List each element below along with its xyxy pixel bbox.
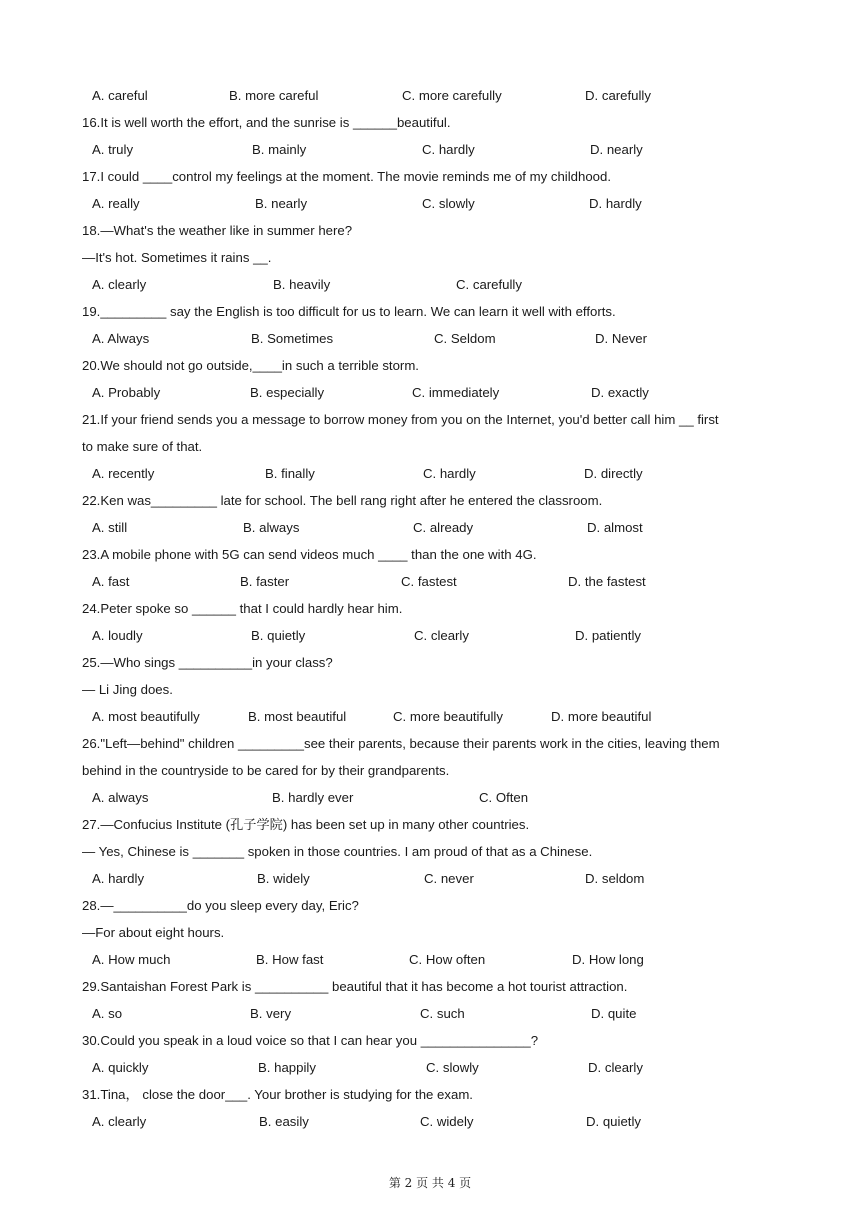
answer-option: D. seldom xyxy=(585,871,645,886)
answer-option: C. fastest xyxy=(401,574,457,589)
question-line: 19._________ say the English is too difficult for us to learn. We can learn it well with efforts. xyxy=(82,304,616,319)
question-line: 16.It is well worth the effort, and the sunrise is ______beautiful. xyxy=(82,115,451,130)
answer-options xyxy=(0,465,860,483)
answer-option: B. nearly xyxy=(255,196,308,211)
answer-option: C. never xyxy=(424,871,474,886)
answer-option: A. clearly xyxy=(92,277,147,292)
answer-option: B. easily xyxy=(259,1114,309,1129)
question-line: 31.Tina， close the door___. Your brother is studying for the exam. xyxy=(82,1087,473,1102)
answer-option: B. How fast xyxy=(256,952,324,967)
answer-option: B. finally xyxy=(265,466,315,481)
answer-option: A. fast xyxy=(92,574,130,589)
answer-option: A. really xyxy=(92,196,140,211)
answer-options xyxy=(0,951,860,969)
answer-option: D. more beautiful xyxy=(551,709,652,724)
answer-option: A. quickly xyxy=(92,1060,149,1075)
answer-options xyxy=(0,870,860,888)
answer-option: C. carefully xyxy=(456,277,522,292)
answer-option: D. carefully xyxy=(585,88,651,103)
answer-options xyxy=(0,1059,860,1077)
answer-option: C. already xyxy=(413,520,474,535)
answer-option: A. always xyxy=(92,790,149,805)
answer-option: D. How long xyxy=(572,952,644,967)
answer-option: B. very xyxy=(250,1006,292,1021)
answer-options xyxy=(0,1005,860,1023)
answer-options xyxy=(0,1113,860,1131)
question-line: — Li Jing does. xyxy=(82,682,173,697)
question-line: —For about eight hours. xyxy=(82,925,225,940)
answer-option: A. How much xyxy=(92,952,171,967)
answer-option: C. more beautifully xyxy=(393,709,503,724)
answer-option: C. slowly xyxy=(422,196,475,211)
answer-options xyxy=(0,789,860,807)
answer-option: A. clearly xyxy=(92,1114,147,1129)
question-line: 24.Peter spoke so ______ that I could hardly hear him. xyxy=(82,601,403,616)
answer-options xyxy=(0,87,860,105)
answer-options xyxy=(0,384,860,402)
question-line: — Yes, Chinese is _______ spoken in those countries. I am proud of that as a Chinese. xyxy=(82,844,593,859)
answer-option: D. clearly xyxy=(588,1060,643,1075)
question-line: 30.Could you speak in a loud voice so that I can hear you _______________? xyxy=(82,1033,539,1048)
answer-option: B. hardly ever xyxy=(272,790,354,805)
answer-option: B. most beautiful xyxy=(248,709,347,724)
answer-options xyxy=(0,708,860,726)
answer-option: D. nearly xyxy=(590,142,643,157)
question-line: 18.—What's the weather like in summer here? xyxy=(82,223,353,238)
question-line: 25.—Who sings __________in your class? xyxy=(82,655,333,670)
answer-options xyxy=(0,195,860,213)
answer-option: A. still xyxy=(92,520,128,535)
answer-option: C. clearly xyxy=(414,628,469,643)
answer-option: D. hardly xyxy=(589,196,642,211)
answer-option: C. hardly xyxy=(423,466,476,481)
question-line: 29.Santaishan Forest Park is __________ beautiful that it has become a hot tourist attraction. xyxy=(82,979,628,994)
answer-options xyxy=(0,519,860,537)
answer-options xyxy=(0,627,860,645)
answer-option: D. Never xyxy=(595,331,648,346)
answer-option: B. always xyxy=(243,520,300,535)
answer-option: D. quietly xyxy=(586,1114,641,1129)
answer-option: C. more carefully xyxy=(402,88,502,103)
answer-option: B. heavily xyxy=(273,277,331,292)
answer-option: A. hardly xyxy=(92,871,145,886)
answer-option: A. most beautifully xyxy=(92,709,200,724)
answer-option: A. careful xyxy=(92,88,148,103)
answer-option: C. hardly xyxy=(422,142,475,157)
question-line: 28.—__________do you sleep every day, Eric? xyxy=(82,898,359,913)
answer-option: D. patiently xyxy=(575,628,641,643)
answer-option: B. widely xyxy=(257,871,310,886)
answer-option: C. widely xyxy=(420,1114,474,1129)
answer-option: C. Seldom xyxy=(434,331,496,346)
answer-option: B. especially xyxy=(250,385,325,400)
answer-options xyxy=(0,276,860,294)
answer-option: D. directly xyxy=(584,466,643,481)
answer-option: C. How often xyxy=(409,952,486,967)
answer-option: C. Often xyxy=(479,790,529,805)
question-line: 21.If your friend sends you a message to borrow money from you on the Internet, you'd better call him __ first xyxy=(82,412,719,427)
question-line: behind in the countryside to be cared for by their grandparents. xyxy=(82,763,450,778)
answer-option: D. almost xyxy=(587,520,643,535)
answer-option: C. slowly xyxy=(426,1060,479,1075)
answer-options xyxy=(0,330,860,348)
answer-option: B. mainly xyxy=(252,142,307,157)
answer-option: A. Always xyxy=(92,331,150,346)
answer-option: A. so xyxy=(92,1006,123,1021)
question-line: 26."Left—behind" children _________see their parents, because their parents work in the cities, leaving them xyxy=(82,736,720,751)
answer-option: A. truly xyxy=(92,142,134,157)
answer-option: D. exactly xyxy=(591,385,649,400)
question-line: 27.—Confucius Institute (孔子学院) has been set up in many other countries. xyxy=(82,817,530,832)
question-line: 22.Ken was_________ late for school. The bell rang right after he entered the classroom. xyxy=(82,493,603,508)
answer-options xyxy=(0,573,860,591)
answer-option: B. quietly xyxy=(251,628,306,643)
answer-option: B. more careful xyxy=(229,88,319,103)
question-line: to make sure of that. xyxy=(82,439,203,454)
answer-option: C. such xyxy=(420,1006,465,1021)
question-line: —It's hot. Sometimes it rains __. xyxy=(82,250,272,265)
answer-option: D. the fastest xyxy=(568,574,646,589)
answer-option: B. faster xyxy=(240,574,290,589)
answer-option: B. Sometimes xyxy=(251,331,334,346)
answer-option: C. immediately xyxy=(412,385,500,400)
question-line: 20.We should not go outside,____in such a terrible storm. xyxy=(82,358,419,373)
answer-option: A. recently xyxy=(92,466,155,481)
answer-option: A. loudly xyxy=(92,628,143,643)
answer-option: D. quite xyxy=(591,1006,637,1021)
answer-option: A. Probably xyxy=(92,385,161,400)
answer-options xyxy=(0,141,860,159)
question-line: 17.I could ____control my feelings at the moment. The movie reminds me of my childhood. xyxy=(82,169,611,184)
question-line: 23.A mobile phone with 5G can send videos much ____ than the one with 4G. xyxy=(82,547,537,562)
page-footer: 第 2 页 共 4 页 xyxy=(388,1176,472,1190)
answer-option: B. happily xyxy=(258,1060,316,1075)
